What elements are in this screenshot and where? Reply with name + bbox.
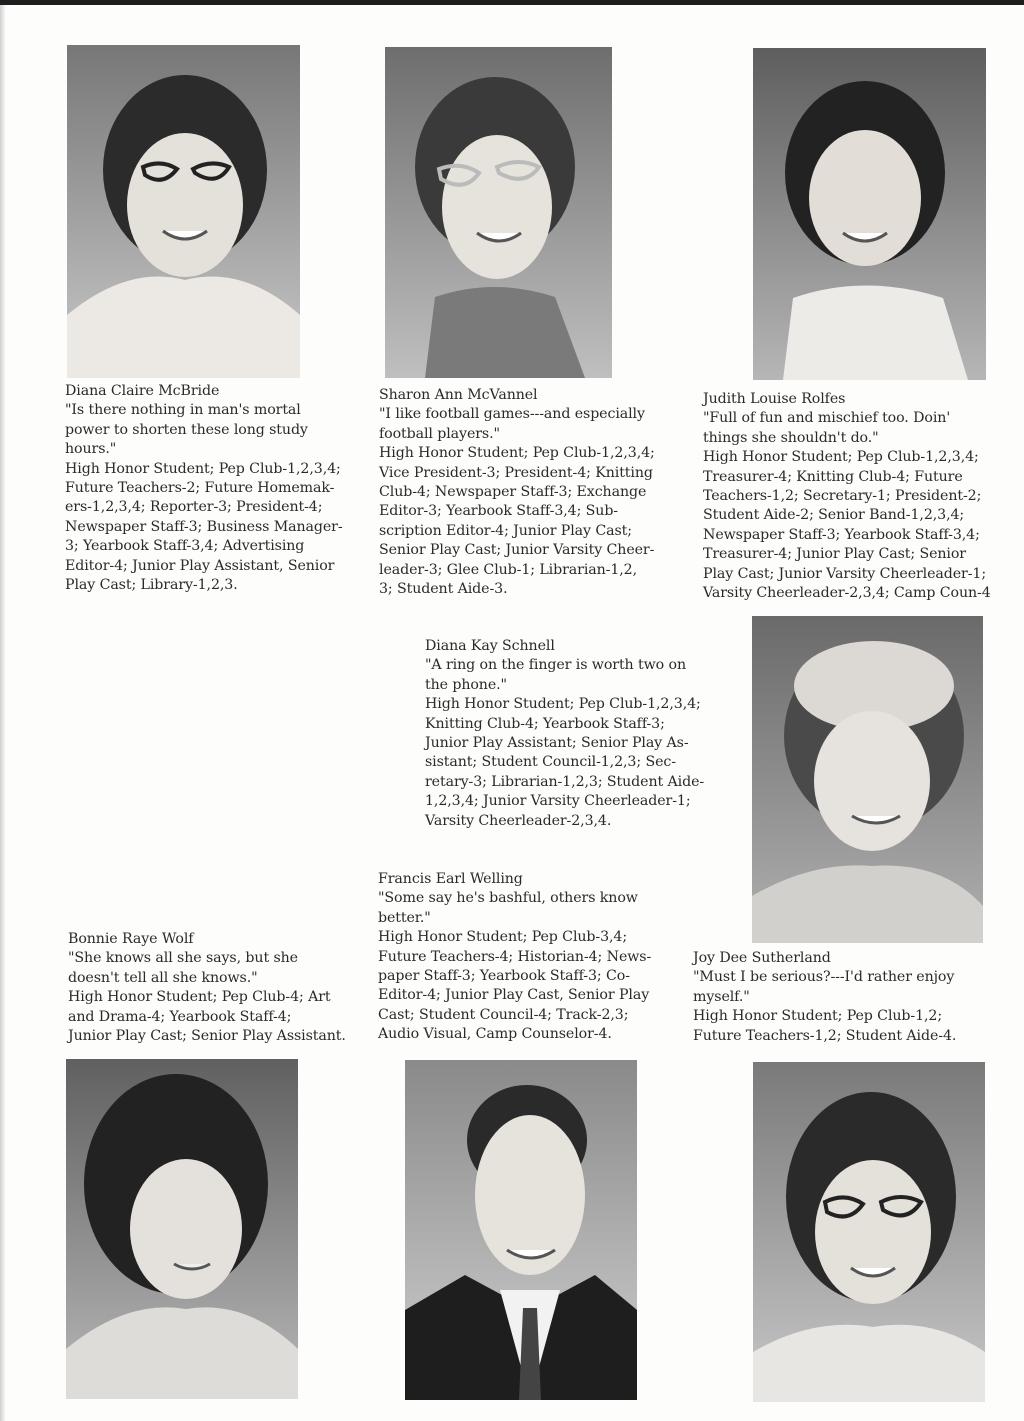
student-quote: better." xyxy=(378,909,431,926)
student-activities: Club-4; Newspaper Staff-3; Exchange xyxy=(379,484,647,501)
student-activities: and Drama-4; Yearbook Staff-4; xyxy=(68,1008,292,1025)
student-activities: Junior Play Cast; Senior Play Assistant. xyxy=(68,1028,346,1045)
student-activities: 1,2,3,4; Junior Varsity Cheerleader-1; xyxy=(425,793,691,810)
scan-binding-shadow xyxy=(0,5,6,1421)
student-quote: "Must I be serious?---I'd rather enjoy xyxy=(693,969,955,986)
student-quote: doesn't tell all she knows." xyxy=(68,969,258,986)
student-activities: 3; Yearbook Staff-3,4; Advertising xyxy=(65,538,305,555)
scan-top-edge xyxy=(0,0,1024,5)
student-activities: High Honor Student; Pep Club-3,4; xyxy=(378,929,628,946)
portrait-francis-welling xyxy=(405,1060,637,1400)
student-activities: Vice President-3; President-4; Knitting xyxy=(379,464,653,481)
student-quote: "Some say he's bashful, others know xyxy=(378,890,638,907)
student-activities: sistant; Student Council-1,2,3; Sec- xyxy=(425,754,676,771)
student-activities: 3; Student Aide-3. xyxy=(379,581,508,598)
student-name: Bonnie Raye Wolf xyxy=(68,931,194,947)
student-name: Diana Claire McBride xyxy=(65,383,220,399)
student-activities: High Honor Student; Pep Club-1,2; xyxy=(693,1008,943,1025)
student-activities: scription Editor-4; Junior Play Cast; xyxy=(379,522,632,539)
portrait-diana-mcbride xyxy=(67,45,300,378)
student-activities: Teachers-1,2; Secretary-1; President-2; xyxy=(703,488,982,505)
student-activities: leader-3; Glee Club-1; Librarian-1,2, xyxy=(379,561,638,578)
student-entry-joy-sutherland xyxy=(693,949,956,1046)
student-activities: High Honor Student; Pep Club-1,2,3,4; xyxy=(65,460,341,477)
student-activities: Varsity Cheerleader-2,3,4; Camp Coun-4 xyxy=(703,585,991,602)
student-entry-bonnie-wolf xyxy=(68,930,346,1046)
student-entry-sharon-mcvannel xyxy=(379,386,655,599)
student-activities: Newspaper Staff-3; Business Manager- xyxy=(65,518,343,535)
student-activities: High Honor Student; Pep Club-4; Art xyxy=(68,989,331,1006)
student-quote: the phone." xyxy=(425,676,507,693)
student-activities: High Honor Student; Pep Club-1,2,3,4; xyxy=(379,445,655,462)
student-entry-francis-welling xyxy=(378,870,651,1045)
student-activities: Play Cast; Library-1,2,3. xyxy=(65,577,238,594)
student-quote: "She knows all she says, but she xyxy=(68,950,298,967)
portrait-joy-sutherland xyxy=(752,616,983,943)
student-quote: "Is there nothing in man's mortal xyxy=(65,402,301,419)
student-name: Sharon Ann McVannel xyxy=(379,387,538,403)
student-quote: "Full of fun and mischief too. Doin' xyxy=(703,410,951,427)
student-entry-diana-schnell xyxy=(425,637,704,831)
student-quote: myself." xyxy=(693,988,750,1005)
portrait-judith-rolfes xyxy=(753,48,986,380)
student-activities: High Honor Student; Pep Club-1,2,3,4; xyxy=(703,449,979,466)
portrait-diana-schnell xyxy=(753,1062,985,1402)
student-activities: paper Staff-3; Yearbook Staff-3; Co- xyxy=(378,968,630,985)
student-name: Judith Louise Rolfes xyxy=(703,391,846,407)
student-activities: retary-3; Librarian-1,2,3; Student Aide- xyxy=(425,773,705,790)
student-activities: Senior Play Cast; Junior Varsity Cheer- xyxy=(379,542,655,559)
portrait-sharon-mcvannel xyxy=(385,47,612,378)
student-activities: Future Teachers-2; Future Homemak- xyxy=(65,480,335,497)
student-entry-judith-rolfes xyxy=(703,390,991,603)
student-activities: Editor-4; Junior Play Cast, Senior Play xyxy=(378,987,650,1004)
student-activities: Treasurer-4; Knitting Club-4; Future xyxy=(703,468,963,485)
student-name: Joy Dee Sutherland xyxy=(693,950,831,966)
student-activities: Play Cast; Junior Varsity Cheerleader-1; xyxy=(703,565,987,582)
student-activities: ers-1,2,3,4; Reporter-3; President-4; xyxy=(65,499,323,516)
student-quote: "A ring on the finger is worth two on xyxy=(425,657,686,674)
student-activities: Editor-4; Junior Play Assistant, Senior xyxy=(65,557,335,574)
portrait-bonnie-wolf xyxy=(66,1059,298,1399)
student-activities: Knitting Club-4; Yearbook Staff-3; xyxy=(425,715,665,732)
student-activities: Audio Visual, Camp Counselor-4. xyxy=(378,1026,612,1043)
student-entry-diana-mcbride xyxy=(65,382,343,595)
student-activities: Cast; Student Council-4; Track-2,3; xyxy=(378,1006,629,1023)
student-activities: Treasurer-4; Junior Play Cast; Senior xyxy=(703,546,966,563)
student-activities: Newspaper Staff-3; Yearbook Staff-3,4; xyxy=(703,526,980,543)
student-activities: Student Aide-2; Senior Band-1,2,3,4; xyxy=(703,507,965,524)
student-activities: Editor-3; Yearbook Staff-3,4; Sub- xyxy=(379,503,619,520)
student-activities: Varsity Cheerleader-2,3,4. xyxy=(425,812,612,829)
student-quote: football players." xyxy=(379,425,500,442)
student-activities: Future Teachers-1,2; Student Aide-4. xyxy=(693,1027,957,1044)
student-activities: Junior Play Assistant; Senior Play As- xyxy=(425,735,689,752)
student-quote: things she shouldn't do." xyxy=(703,429,879,446)
student-activities: Future Teachers-4; Historian-4; News- xyxy=(378,948,652,965)
student-quote: hours." xyxy=(65,441,117,458)
student-quote: power to shorten these long study xyxy=(65,421,308,438)
student-quote: "I like football games---and especially xyxy=(379,406,645,423)
student-activities: High Honor Student; Pep Club-1,2,3,4; xyxy=(425,696,701,713)
student-name: Diana Kay Schnell xyxy=(425,638,555,654)
student-name: Francis Earl Welling xyxy=(378,871,523,887)
